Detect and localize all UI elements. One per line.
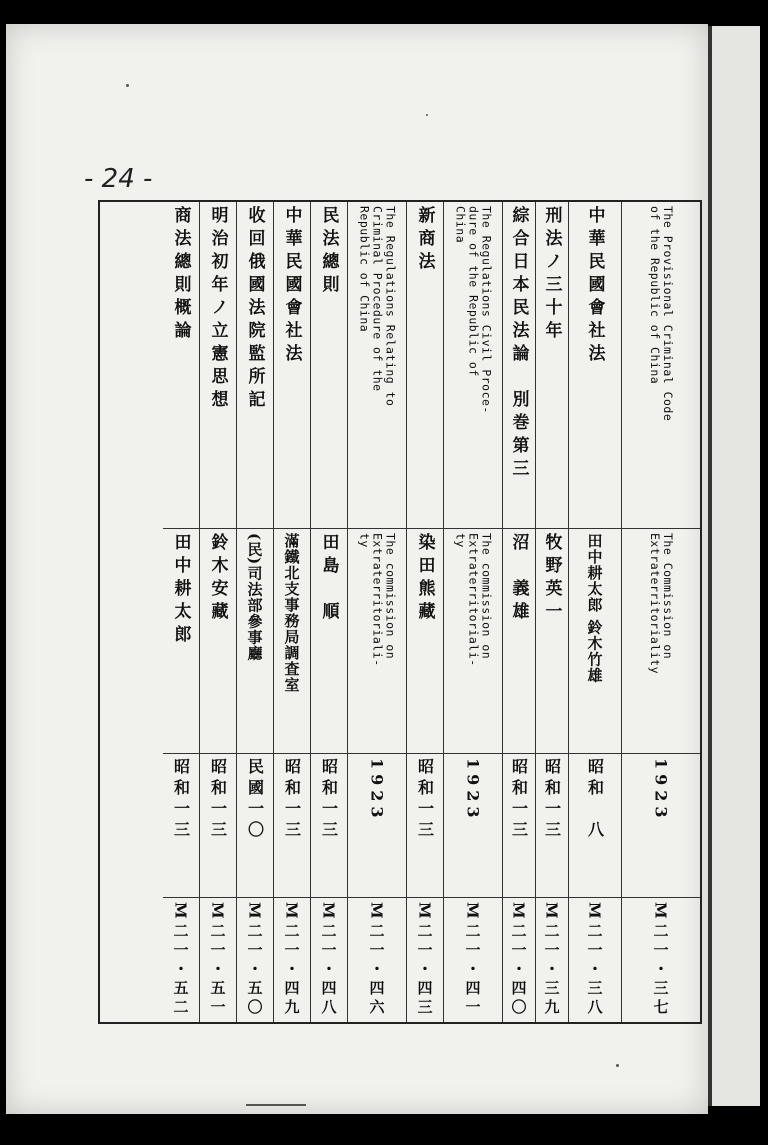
entry-code-text: M二一・三八 xyxy=(585,902,604,1018)
entry-date-text: 1923 xyxy=(367,758,387,823)
entry-title-text: The Regulations Civil Proce- dure of the Republic of China xyxy=(453,206,494,414)
entry-author-text: 田中耕太郎 鈴木竹雄 xyxy=(585,533,604,684)
entry-author xyxy=(311,529,347,754)
entry-author-text: 田中耕太郎 xyxy=(170,533,191,649)
entry-author xyxy=(444,529,502,754)
entry-author-text: 沼 義雄 xyxy=(508,533,529,626)
catalog-entry xyxy=(199,202,236,1022)
entry-date xyxy=(407,754,443,898)
entry-code xyxy=(407,898,443,1022)
entry-title xyxy=(237,202,273,529)
entry-date-text: 昭和一三 xyxy=(208,758,228,843)
entry-title xyxy=(348,202,406,529)
entry-date-text: 昭和一三 xyxy=(282,758,302,843)
entry-code xyxy=(311,898,347,1022)
entry-author xyxy=(163,529,199,754)
entry-author xyxy=(536,529,568,754)
entry-author xyxy=(569,529,621,754)
entry-author-text: 牧野英一 xyxy=(541,533,562,626)
document-page xyxy=(6,24,708,1114)
entry-author xyxy=(274,529,310,754)
entry-date xyxy=(311,754,347,898)
entry-code-text: M二一・四八 xyxy=(319,902,338,1018)
entry-title xyxy=(569,202,621,529)
catalog-entry xyxy=(163,202,199,1022)
entry-date-text: 1923 xyxy=(651,758,671,823)
catalog-entry xyxy=(236,202,273,1022)
catalog-table xyxy=(98,200,702,1024)
entry-title xyxy=(536,202,568,529)
entry-title-text: 商法總則概論 xyxy=(170,206,191,344)
entry-author-text: The commission on Extraterritoriali- ty xyxy=(357,533,398,667)
entry-date xyxy=(348,754,406,898)
entry-author-text: The Commission on Extraterritoriality xyxy=(648,533,675,675)
entry-code-text: M二一・五二 xyxy=(171,902,190,1018)
entry-date xyxy=(444,754,502,898)
entry-author xyxy=(407,529,443,754)
entry-title-text: The Provisional Criminal Code of the Republic of China xyxy=(648,206,675,422)
entry-title-text: 中華民國會社法 xyxy=(584,206,605,367)
entry-date-text: 1923 xyxy=(463,758,483,823)
entry-author xyxy=(622,529,700,754)
entry-date xyxy=(536,754,568,898)
entry-code xyxy=(274,898,310,1022)
entry-date xyxy=(274,754,310,898)
page-edge xyxy=(708,26,760,1106)
entry-date-text: 民國一〇 xyxy=(245,758,265,843)
catalog-entry xyxy=(502,202,535,1022)
catalog-entry xyxy=(443,202,502,1022)
entry-title xyxy=(311,202,347,529)
entry-code-text: M二一・四六 xyxy=(367,902,386,1018)
entry-code-text: M二一・三九 xyxy=(542,902,561,1018)
entry-code-text: M二一・四九 xyxy=(282,902,301,1018)
entry-title-text: 民法總則 xyxy=(318,206,339,298)
entry-author xyxy=(200,529,236,754)
entry-author-text: (民)司法部參事廳 xyxy=(245,533,264,662)
catalog-entry xyxy=(535,202,568,1022)
entry-author xyxy=(503,529,535,754)
entry-title xyxy=(503,202,535,529)
entry-title-text: 明治初年ノ立憲思想 xyxy=(207,206,228,413)
entry-title xyxy=(407,202,443,529)
catalog-entry xyxy=(273,202,310,1022)
entry-author xyxy=(237,529,273,754)
catalog-entry xyxy=(406,202,443,1022)
entry-code-text: M二一・四三 xyxy=(415,902,434,1018)
entry-code xyxy=(622,898,700,1022)
entry-code-text: M二一・三七 xyxy=(651,902,670,1018)
entry-author-text: 染田熊藏 xyxy=(414,533,435,626)
entry-date-text: 昭和一三 xyxy=(415,758,435,843)
entry-code xyxy=(200,898,236,1022)
entry-code xyxy=(569,898,621,1022)
entry-code xyxy=(444,898,502,1022)
entry-title xyxy=(274,202,310,529)
entry-title-text: 中華民國會社法 xyxy=(281,206,302,367)
entry-date-text: 昭和一三 xyxy=(319,758,339,843)
entry-title xyxy=(163,202,199,529)
entry-author-text: 鈴木安藏 xyxy=(207,533,228,626)
scan-speck xyxy=(616,1064,619,1067)
entry-date xyxy=(503,754,535,898)
entry-author xyxy=(348,529,406,754)
entry-title xyxy=(622,202,700,529)
entry-code-text: M二一・四一 xyxy=(463,902,482,1018)
entry-code-text: M二一・五〇 xyxy=(245,902,264,1018)
scan-speck xyxy=(126,84,129,87)
entry-code xyxy=(536,898,568,1022)
entry-date-text: 昭和 八 xyxy=(585,758,605,843)
entry-code xyxy=(348,898,406,1022)
entry-code xyxy=(163,898,199,1022)
entry-code xyxy=(237,898,273,1022)
entry-code xyxy=(503,898,535,1022)
entry-code-text: M二一・四〇 xyxy=(509,902,528,1018)
entry-author-text: 田島 順 xyxy=(318,533,339,626)
entry-date xyxy=(200,754,236,898)
entry-title-text: 刑法ノ三十年 xyxy=(541,206,562,344)
entry-date-text: 昭和一三 xyxy=(171,758,191,843)
entry-date xyxy=(163,754,199,898)
catalog-entry xyxy=(568,202,621,1022)
entry-date xyxy=(237,754,273,898)
entry-date-text: 昭和一三 xyxy=(542,758,562,843)
entry-author-text: The commission on Extraterritoriali- ty xyxy=(453,533,494,667)
entry-title-text: 收回俄國法院監所記 xyxy=(244,206,265,413)
bottom-mark xyxy=(246,1104,306,1106)
entry-title xyxy=(444,202,502,529)
page-number: - 24 - xyxy=(84,164,153,194)
catalog-entry xyxy=(621,202,700,1022)
catalog-entry xyxy=(347,202,406,1022)
entry-date xyxy=(622,754,700,898)
entry-title-text: 新商法 xyxy=(414,206,435,275)
entry-title xyxy=(200,202,236,529)
entry-title-text: 綜合日本民法論 別巻第三 xyxy=(508,206,529,482)
catalog-entry xyxy=(310,202,347,1022)
entry-title-text: The Regulations Relating to Criminal Procedure of the Republic of China xyxy=(357,206,398,407)
entry-date xyxy=(569,754,621,898)
entry-code-text: M二一・五一 xyxy=(208,902,227,1018)
scan-speck xyxy=(426,114,428,116)
entry-author-text: 滿鐵北支事務局調査室 xyxy=(282,533,301,694)
entry-date-text: 昭和一三 xyxy=(509,758,529,843)
